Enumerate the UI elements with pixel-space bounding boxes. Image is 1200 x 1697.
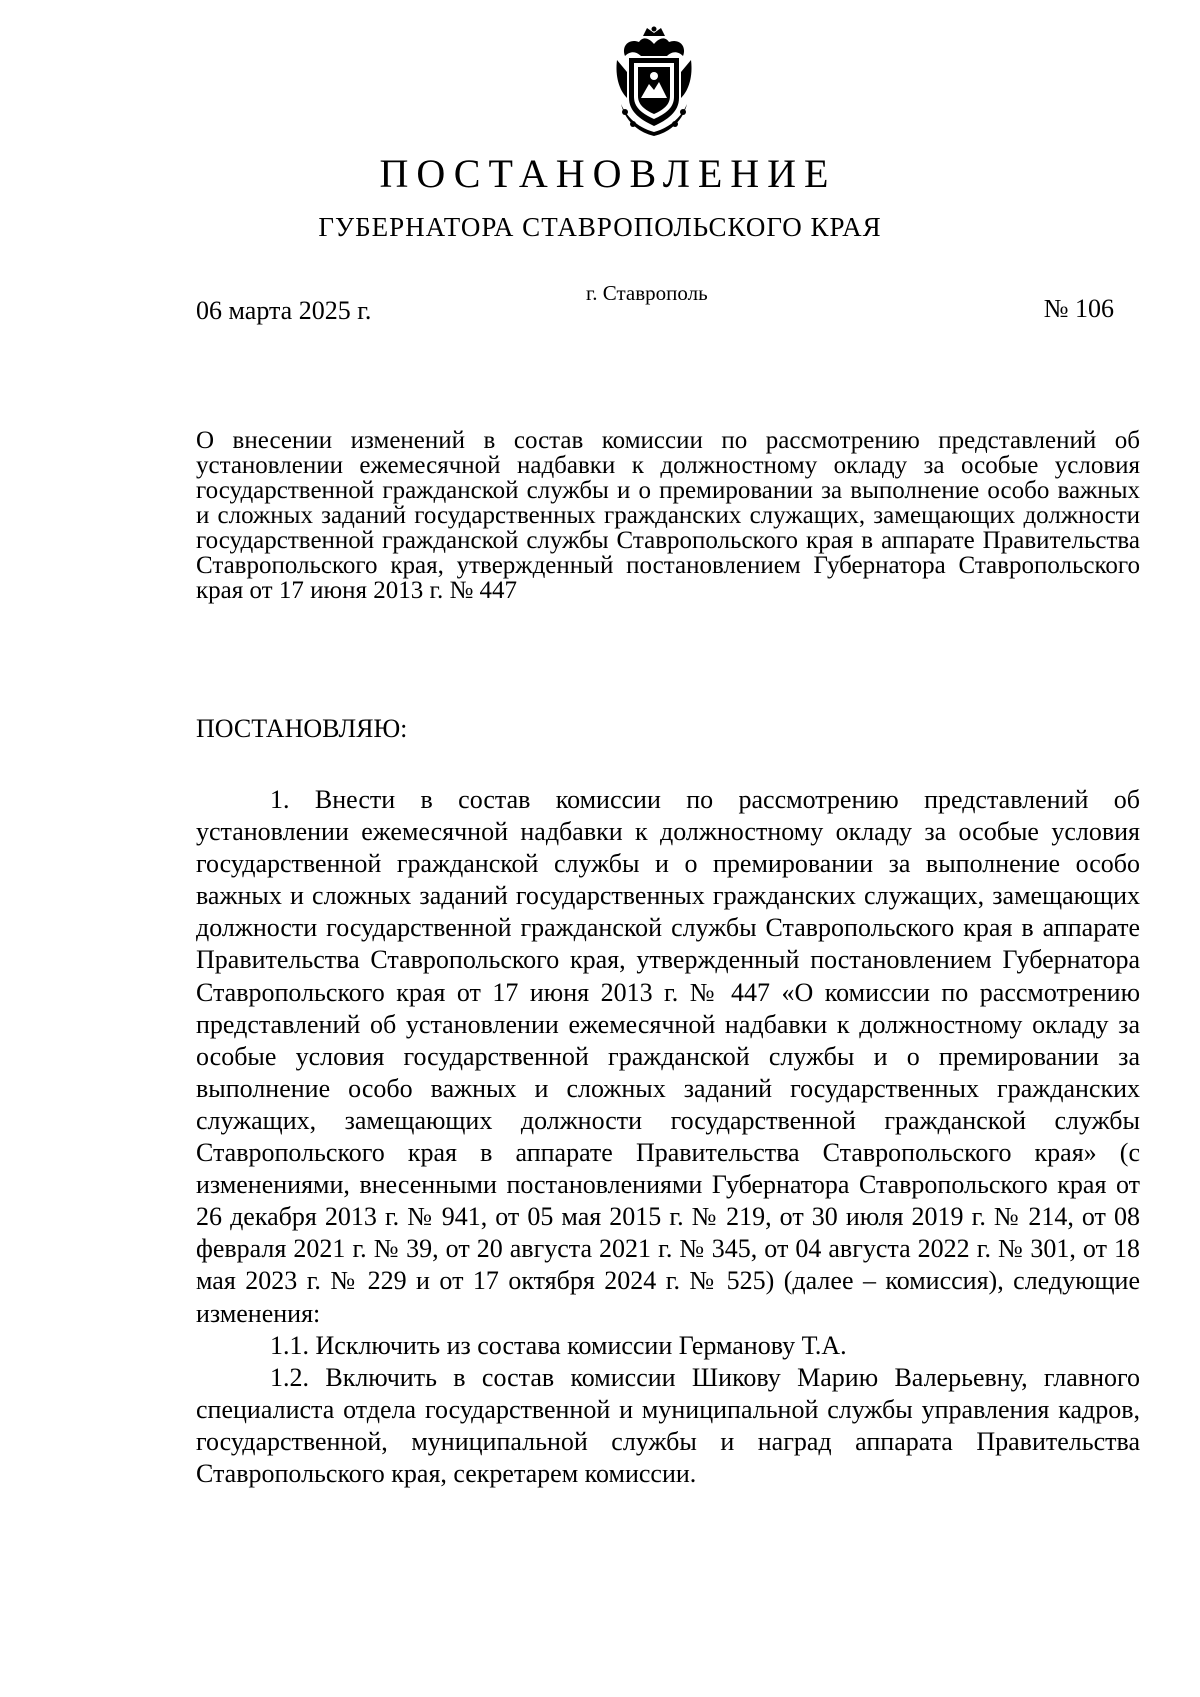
document-title: ПОСТАНОВЛЕНИЕ (379, 151, 837, 196)
coat-of-arms-icon (611, 26, 697, 138)
document-number: № 106 (1043, 294, 1114, 323)
document-date: 06 марта 2025 г. (196, 296, 372, 325)
document-subtitle: ГУБЕРНАТОРА СТАВРОПОЛЬСКОГО КРАЯ (318, 212, 882, 242)
paragraph-1-1: 1.1. Исключить из состава комиссии Германову Т.А. (270, 1330, 847, 1360)
paragraph-1: 1. Внести в состав комиссии по рассмотрению представлений об установлении ежемесячной надбавки к должностному окладу за особые условия государственной гражданской службы и о премировании за выполнение особо важных и сложных заданий государственных гражданских служащих, замещающих должности государственной гражданской службы Ставропольского края в аппарате Правительства Ставропольского края, утвержденный постановлением Губернатора Ставропольского края от 17 июня 2013 г. № 447 «О комиссии по рассмотрению представлений об установлении ежемесячной надбавки к должностному окладу за особые условия государственной гражданской службы и о премировании за выполнение особо важных и сложных заданий государственных гражданских служащих, замещающих должности государственной гражданской службы Ставропольского края в аппарате Правительства Ставропольского края» (с изменениями, внесенными постановлениями Губернатора Ставропольского края от 26 декабря 2013 г. № 941, от 05 мая 2015 г. № 219, от 30 июля 2019 г. № 214, от 08 февраля 2021 г. № 39, от 20 августа 2021 г. № 345, от 04 августа 2022 г. № 301, от 18 мая 2023 г. № 229 и от 17 октября 2024 г. № 525) (далее – комиссия), следующие изменения: (196, 785, 1140, 1328)
paragraph-1-2: 1.2. Включить в состав комиссии Шикову Марию Валерьевну, главного специалиста отдела государственной и муниципальной службы управления кадров, государственной, муниципальной службы и наград аппарата Правительства Ставропольского края, секретарем комиссии. (196, 1362, 1140, 1488)
document-body (196, 784, 1140, 1490)
document-city: г. Ставрополь (586, 281, 708, 305)
decree-word: ПОСТАНОВЛЯЮ: (196, 714, 408, 743)
document-heading: О внесении изменений в состав комиссии по рассмотрению представлений об установлении ежемесячной надбавки к должностному окладу за особые условия государственной гражданской службы и о премировании за выполнение особо важных и сложных заданий государственных гражданских служащих, замещающих должности государственной гражданской службы Ставропольского края в аппарате Правительства Ставропольского края, утвержденный постановлением Губернатора Ставропольского края от 17 июня 2013 г. № 447 (196, 427, 1140, 604)
